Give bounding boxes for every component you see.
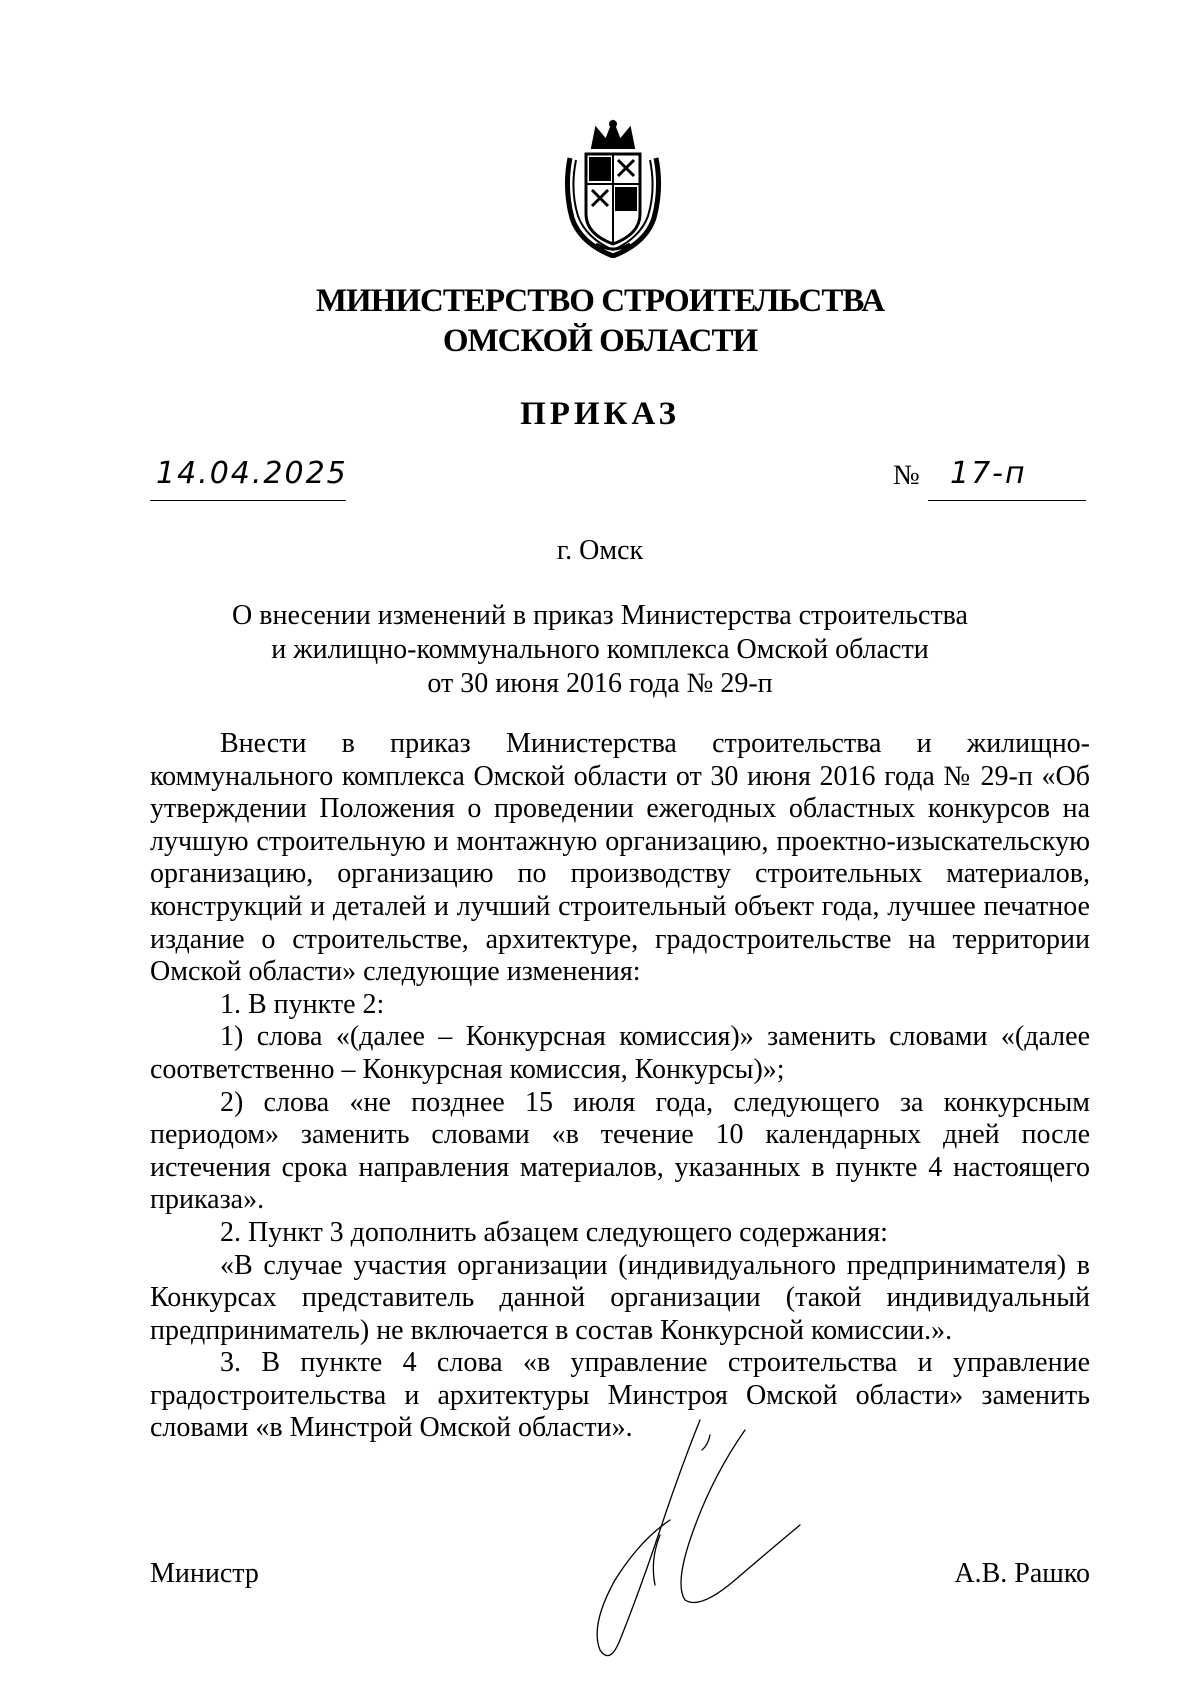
city: г. Омск <box>556 535 644 566</box>
order-number-label: № <box>893 460 920 491</box>
signatory-role: Министр <box>150 1558 259 1589</box>
ministry-name-line2: ОМСКОЙ ОБЛАСТИ <box>442 323 758 359</box>
date-underline <box>150 500 346 501</box>
body-paragraph: 2) слова «не позднее 15 июля года, следующего за конкурсным периодом» заменить словами «в течение 10 календарных дней после истечения срока направления материалов, указанных в пункте 4 настоящего приказа». <box>150 1086 1090 1216</box>
body-paragraph: 1) слова «(далее – Конкурсная комиссия)» заменить словами «(далее соответственно – Конкурсная комиссия, Конкурсы)»; <box>150 1021 1090 1085</box>
order-body <box>150 728 1090 1445</box>
body-paragraph: Внести в приказ Министерства строительства и жилищно-коммунального комплекса Омской области от 30 июня 2016 года № 29-п «Об утверждении Положения о проведении ежегодных областных конкурсов на лучшую строительную и монтажную организацию, проектно-изыскательскую организацию, организацию по производству строительных материалов, конструкций и деталей и лучший строительный объект года, лучшее печатное издание о строительстве, архитектуре, градостроительстве на территории Омской области» следующие изменения: <box>150 728 1090 988</box>
body-paragraph: «В случае участия организации (индивидуального предпринимателя) в Конкурсах представитель данной организации (такой индивидуальный предприниматель) не включается в состав Конкурсной комиссии.». <box>150 1249 1090 1346</box>
order-number: 17-п <box>950 456 1027 491</box>
body-paragraph: 3. В пункте 4 слова «в управление строительства и управление градостроительства и архитектуры Минстроя Омской области» заменить словами «в Минстрой Омской области». <box>150 1347 1090 1444</box>
subject-line: О внесении изменений в приказ Министерства строительства <box>232 600 968 631</box>
number-underline <box>928 500 1086 501</box>
subject-line: от 30 июня 2016 года № 29-п <box>427 668 773 699</box>
coat-of-arms-icon <box>562 118 664 258</box>
signatory-name: А.В. Рашко <box>954 1558 1090 1589</box>
order-date: 14.04.2025 <box>156 456 348 491</box>
subject-line: и жилищно-коммунального комплекса Омской области <box>271 634 929 665</box>
handwritten-signature-icon <box>560 1410 810 1670</box>
body-paragraph: 2. Пункт 3 дополнить абзацем следующего содержания: <box>220 1216 888 1248</box>
document-type-title: ПРИКАЗ <box>520 396 680 432</box>
body-paragraph: 1. В пункте 2: <box>220 988 385 1020</box>
ministry-name-line1: МИНИСТЕРСТВО СТРОИТЕЛЬСТВА <box>315 283 885 319</box>
